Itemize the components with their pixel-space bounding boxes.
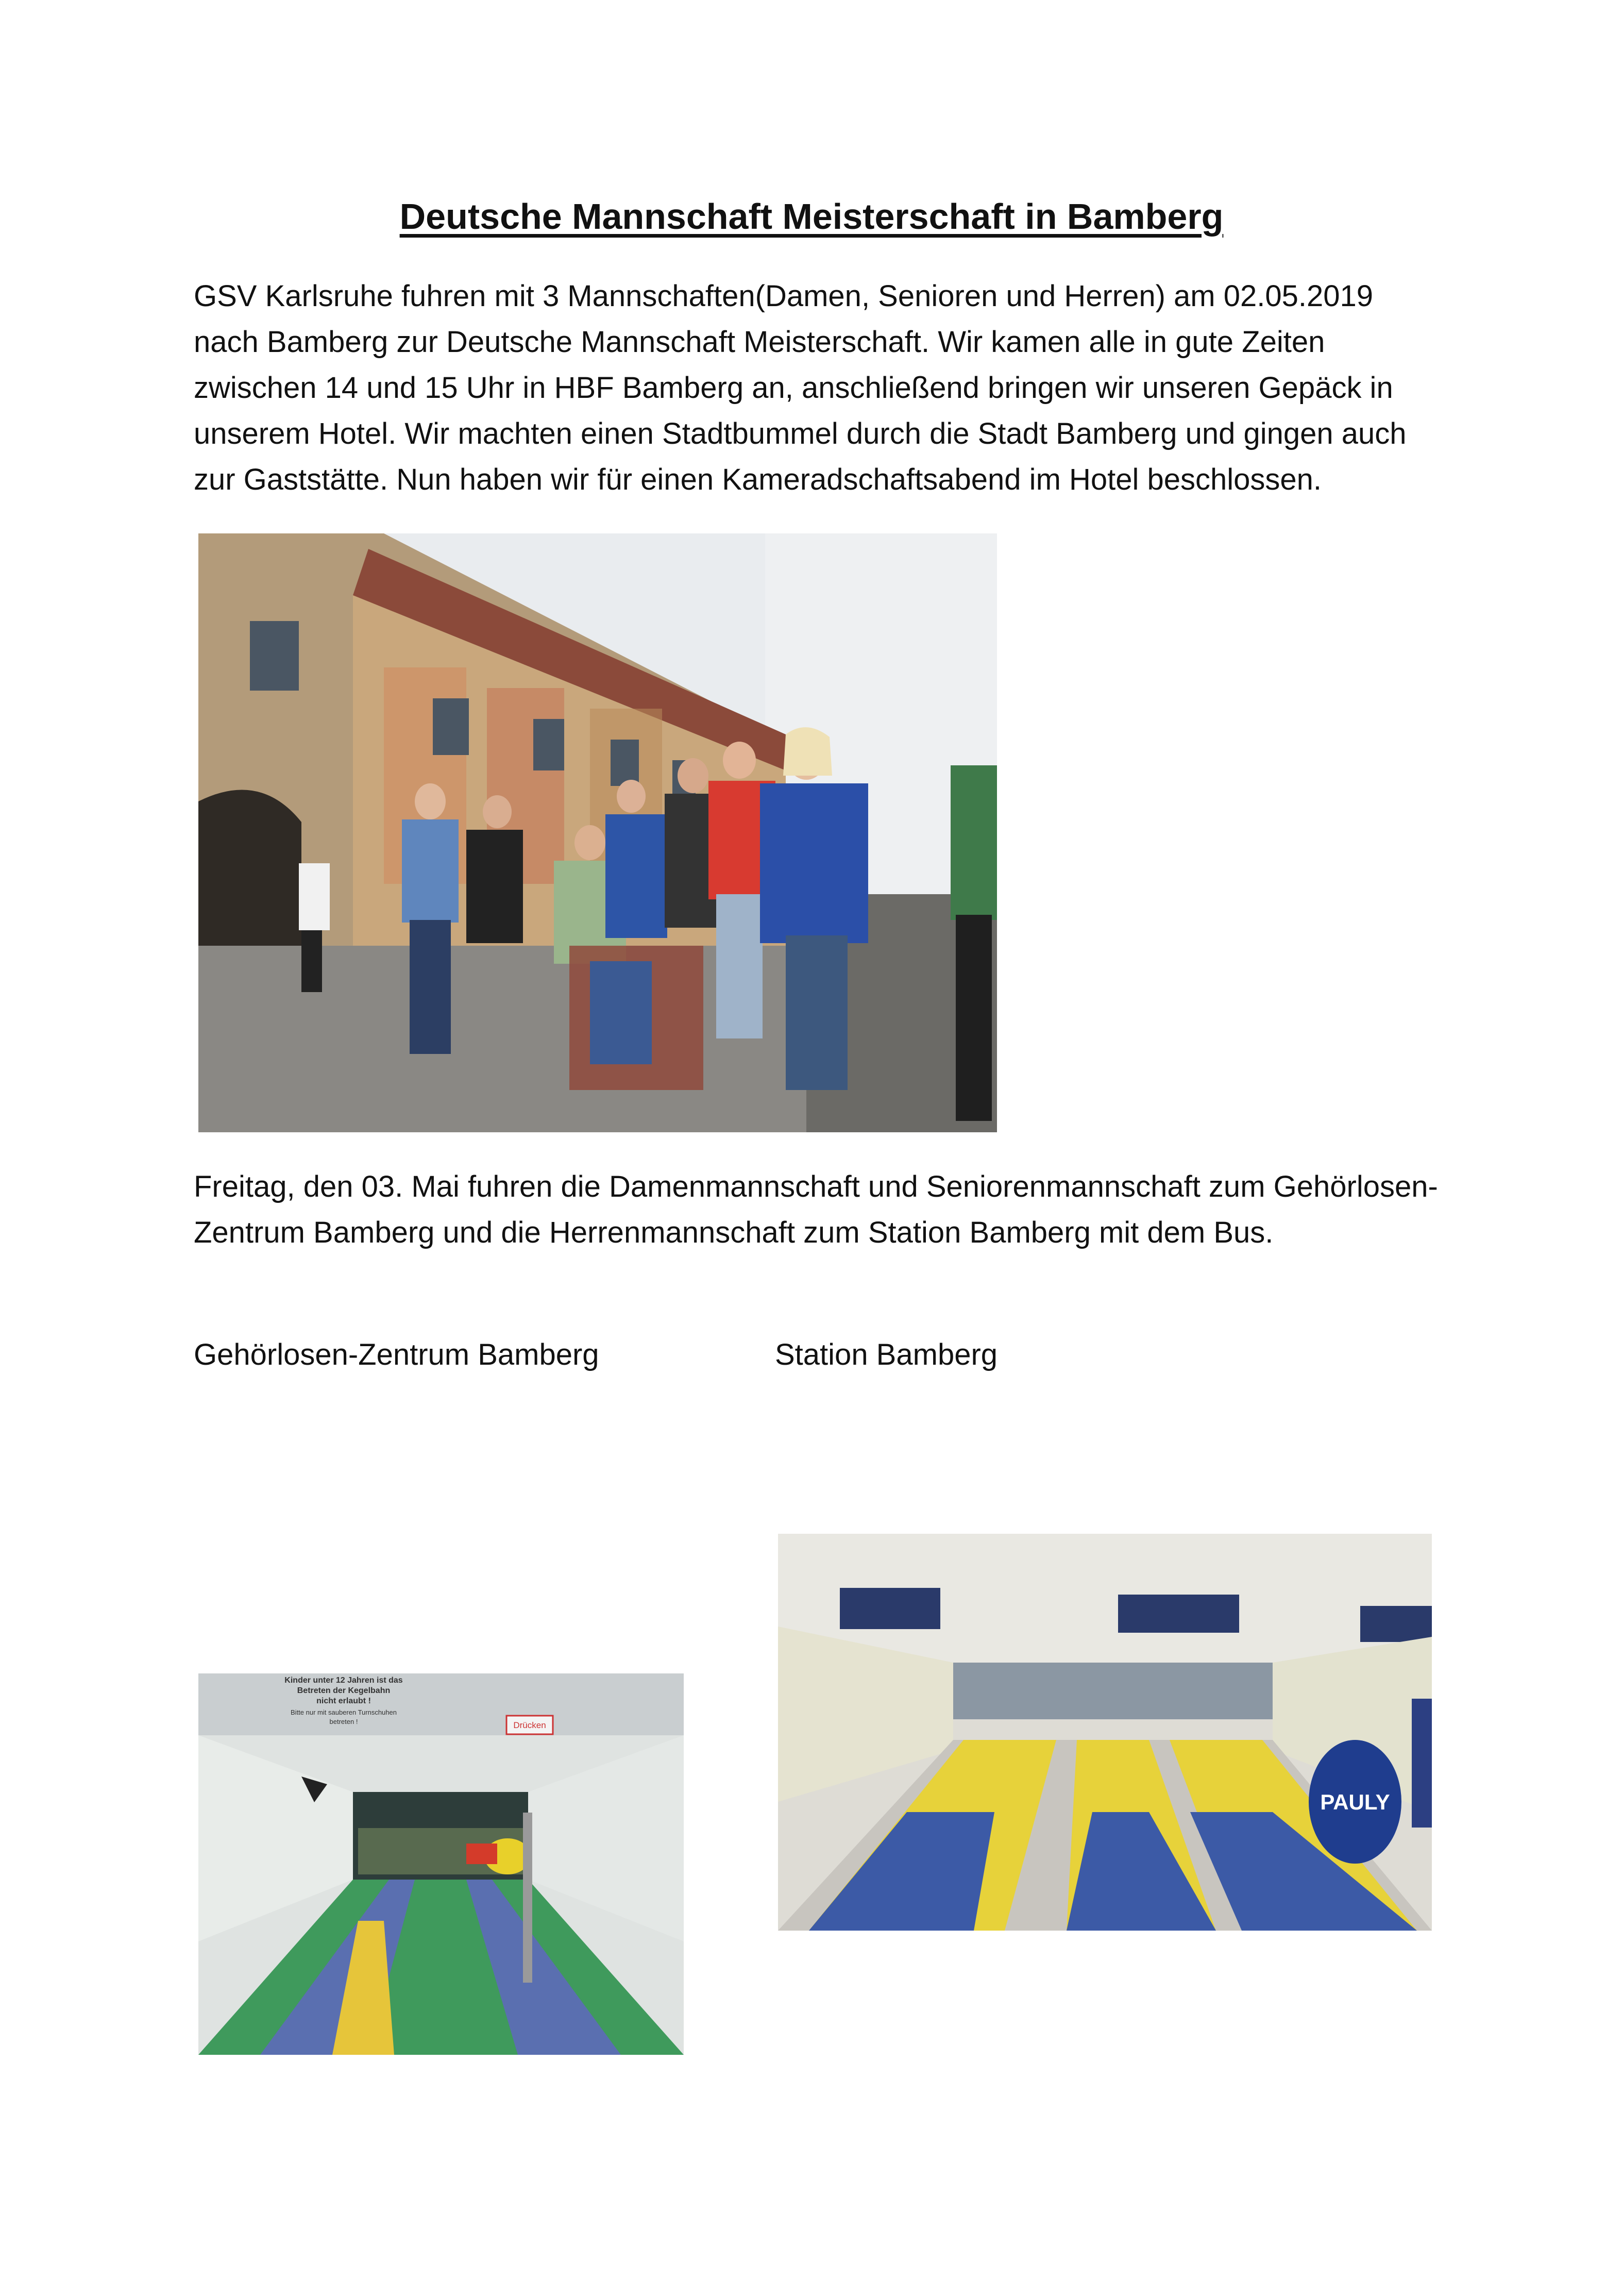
intro-paragraph: GSV Karlsruhe fuhren mit 3 Mannschaften(Damen, Senioren und Herren) am 02.05.2019 nach Bamberg zur Deutsche Mannschaft Meisterschaft. Wir kamen alle in gute Zeiten zwischen 14 und 15 Uhr in HBF Bamberg an, anschließend bringen wir unseren Gepäck in unserem Hotel. Wir machten einen Stadtbummel durch die Stadt Bamberg und gingen auch zur Gaststätte. Nun haben wir für einen Kameradschaftsabend im Hotel beschlossen. [194,279,1407,496]
group-photo [198,533,997,1132]
door-sign-text: Drücken [513,1720,546,1730]
notice-line-4: Bitte nur mit sauberen Turnschuhen [291,1708,397,1716]
notice-line-5: betreten ! [329,1718,358,1725]
notice-line-3: nicht erlaubt ! [316,1697,371,1705]
friday-paragraph: Freitag, den 03. Mai fuhren die Damenmannschaft und Seniorenmannschaft zum Gehörlosen-Zentrum Bamberg und die Herrenmannschaft zum Station Bamberg mit dem Bus. [194,1170,1438,1249]
pauly-brand-text: PAULY [1320,1790,1390,1814]
notice-line-1: Kinder unter 12 Jahren ist das [284,1676,403,1685]
bowling-alley-photo-station [778,1534,1432,1931]
caption-station-bamberg: Station Bamberg [775,1338,998,1371]
page-title: Deutsche Mannschaft Meisterschaft in Bamberg [399,196,1224,237]
bowling-alley-photo-gehoerlosen [198,1673,684,2055]
notice-line-2: Betreten der Kegelbahn [297,1686,391,1695]
caption-gehoerlosen-zentrum: Gehörlosen-Zentrum Bamberg [194,1338,599,1371]
